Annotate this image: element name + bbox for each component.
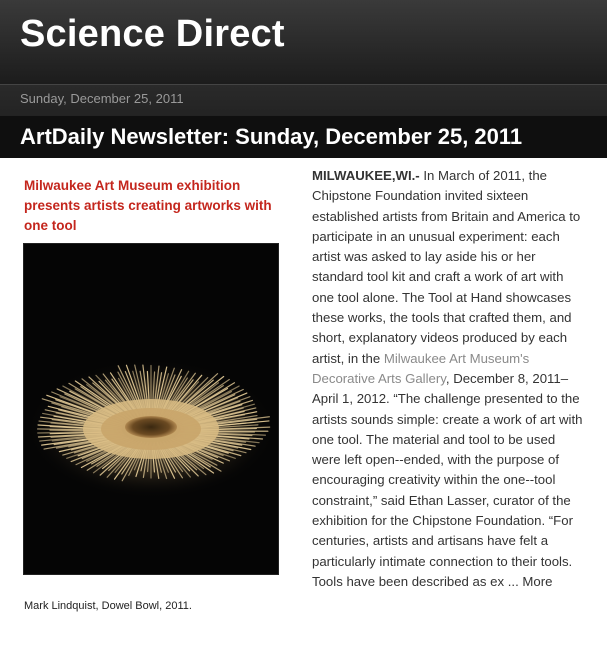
dowel-bowl-photo — [24, 244, 278, 574]
article-headline-link[interactable]: Milwaukee Art Museum exhibition presents artists creating artworks with one tool — [24, 178, 272, 233]
article-sidebar — [24, 176, 286, 236]
article-body-part2: , December 8, 2011–April 1, 2012. “The challenge presented to the artists sounds simple: create a work of art with one tool. The material and tool to be used were left open--ended, with the purpose of encouraging creativity within the one--tool constraint,” said Ethan Lasser, curator of the exhibition for the Chipstone Foundation. “For centuries, artists and artisans have felt a particularly intimate connection to their tools. Tools have been described as ex ... — [312, 370, 583, 589]
museum-gallery-link[interactable]: Milwaukee Art Museum's Decorative Arts Gallery — [312, 350, 530, 386]
image-caption: Mark Lindquist, Dowel Bowl, 2011. — [24, 600, 192, 612]
post-title-link[interactable]: ArtDaily Newsletter: Sunday, December 25, 2011 — [20, 124, 523, 149]
more-link[interactable]: More — [522, 573, 553, 589]
dowel-bowl-image — [24, 244, 278, 574]
article-body-part1: In March of 2011, the Chipstone Foundation invited sixteen established artists from Britain and America to participate in an unusual experiment: each artist was asked to lay aside his or her standard tool kit and craft a work of art with one tool alone. The Tool at Hand showcases these works, the tools that crafted them, and short, explanatory videos produced by each artist, in the — [312, 168, 581, 366]
article-dateline: MILWAUKEE,WI.- — [312, 168, 420, 183]
site-title-link[interactable]: Science Direct — [20, 13, 285, 55]
post-date: Sunday, December 25, 2011 — [20, 91, 184, 106]
article-text — [312, 166, 584, 592]
